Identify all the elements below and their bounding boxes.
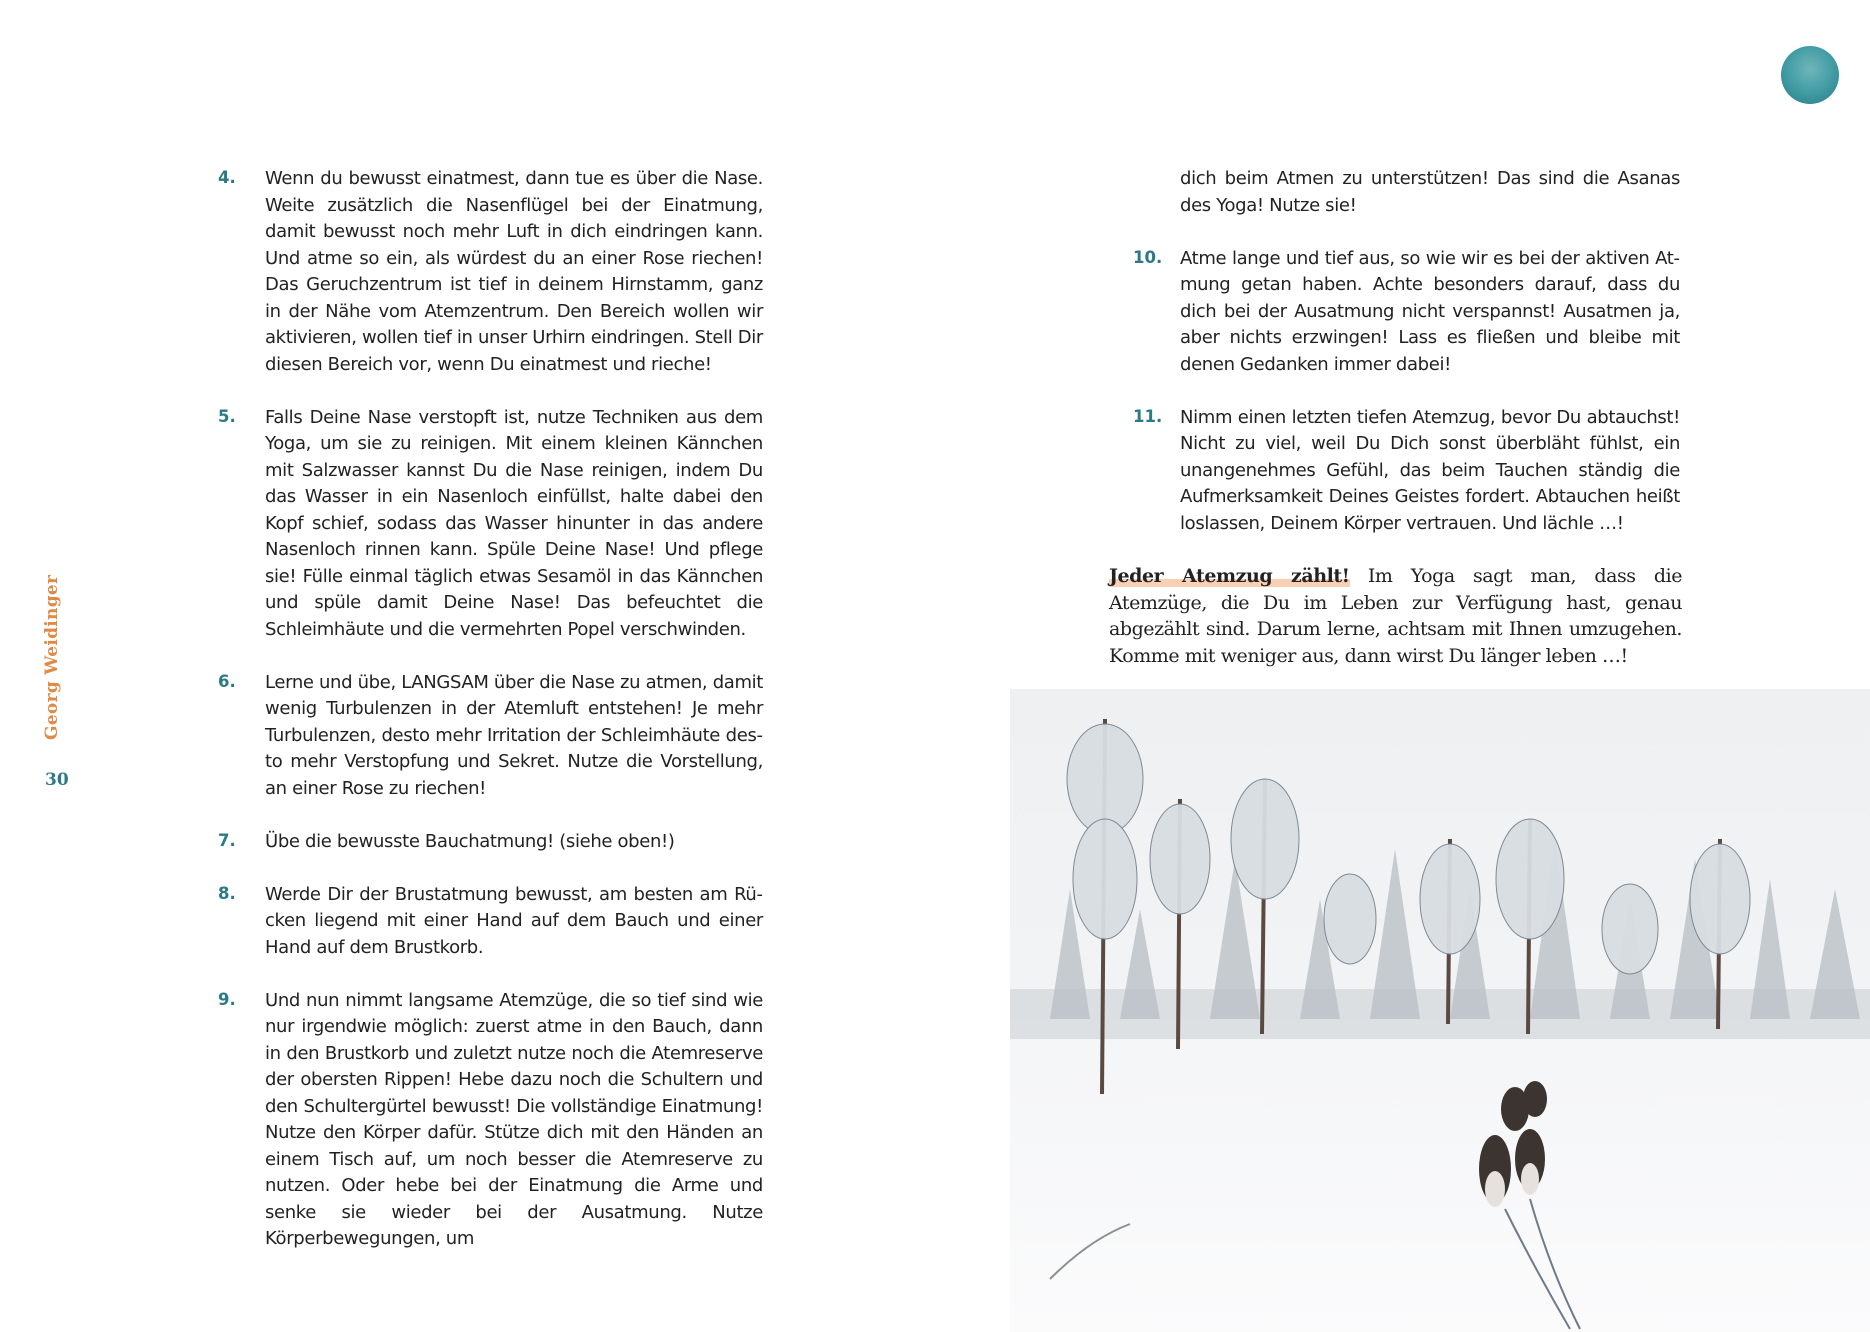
step-text: Lerne und übe, LANGSAM über die Nase zu atmen, damit wenig Turbulenzen in der Atemluft entstehen! Je mehr Turbulenzen, desto mehr Irritation der Schleimhäute desto mehr Verstopfung und Sekret. Nutze die Vorstellung, an einer Rose zu riechen!: [265, 671, 763, 799]
step-text: Wenn du bewusst einatmest, dann tue es über die Nase. Weite zusätzlich die Nasenflügel bei der Einatmung, damit bewusst noch mehr Luft in dich eindringen kann. Und atme so ein, als würdest du an einer Rose riechen! Das Geruchzentrum ist tief in deinem Hirnstamm, ganz in der Nähe vom Atemzentrum. Den Bereich wollen wir aktivieren, wollen tief in unser Urhirn eindringen. Stell Dir diesen Bereich vor, wenn Du einatmest und rieche!: [265, 168, 763, 375]
step-number: 10.: [1133, 247, 1163, 267]
quote-paragraph: [1109, 563, 1682, 669]
step-text: Falls Deine Nase verstopft ist, nutze Techniken aus dem Yoga, um sie zu reinigen. Mit einem kleinen Kännchen mit Salzwasser kannst Du die Nase reinigen, indem Du das Wasser in ein Nasenloch einfüllst, halte dabei den Kopf schief, sodass das Wasser hinunter in das andere Nasenloch rinnen kann. Spüle Deine Nase! Und pflege sie! Fülle einmal täglich etwas Sesamöl in das Kännchen und spüle damit Deine Nase! Das befeuchtet die Schleimhäute und die vermehrten Popel verschwinden.: [265, 406, 763, 640]
step-text: Werde Dir der Brustatmung bewusst, am besten am Rücken liegend mit einer Hand auf dem Bauch und einer Hand auf dem Brustkorb.: [265, 883, 763, 958]
step-number: 5.: [218, 406, 236, 426]
step-number: 7.: [218, 830, 236, 850]
step-number: 11.: [1133, 406, 1163, 426]
step-item: [1130, 246, 1680, 379]
snow-forest-photo: [1010, 689, 1870, 1332]
step-text: Und nun nimmt langsame Atemzüge, die so tief sind wie nur irgendwie möglich: zuerst atme in den Bauch, dann in den Brustkorb und zuletzt nutze noch die Atemreserve der obersten Rippen! Hebe dazu noch die Schultern und den Schultergürtel bewusst! Die vollständige Einatmung! Nutze den Körper dafür. Stütze dich mit den Händen an einem Tisch auf, um noch besser die Atemreserve zu nutzen. Oder hebe bei der Einatmung die Arme und senke sie wieder bei der Ausatmung. Nutze Körperbewegungen, um: [265, 989, 763, 1249]
step-item: [1130, 405, 1680, 538]
page-number: 30: [45, 770, 69, 790]
step-number: 8.: [218, 883, 236, 903]
step-number: 4.: [218, 168, 236, 187]
step-item: [215, 882, 763, 962]
step-text: Übe die bewusste Bauchatmung! (siehe oben!): [265, 830, 675, 852]
steps-list-left: [215, 166, 763, 1279]
teal-circle-icon: [1781, 46, 1839, 104]
step-continuation: [1130, 166, 1680, 219]
step-continuation-text: dich beim Atmen zu unterstützen! Das sind die Asanas des Yoga! Nutze sie!: [1180, 168, 1680, 216]
step-text: Atme lange und tief aus, so wie wir es bei der aktiven Atmung getan haben. Achte besonders darauf, dass du dich bei der Ausatmung nicht verspannst! Ausatmen ja, aber nichts erzwingen! Lass es fließen und bleibe mit denen Gedanken immer dabei!: [1180, 247, 1680, 375]
step-item: [215, 670, 763, 803]
step-item: [215, 405, 763, 644]
step-text: Nimm einen letzten tiefen Atemzug, bevor Du abtauchst! Nicht zu viel, weil Du Dich sonst überbläht fühlst, ein unangenehmes Gefühl, das beim Tauchen ständig die Aufmerksamkeit Deines Geistes fordert. Abtauchen heißt loslassen, Deinem Körper vertrauen. Und lächle …!: [1180, 406, 1680, 534]
step-item: [215, 988, 763, 1253]
steps-list-right: [1130, 166, 1680, 564]
step-number: 9.: [218, 989, 236, 1009]
step-item: [215, 829, 763, 856]
step-number: 6.: [218, 671, 236, 691]
author-name: Georg Weidinger: [42, 574, 62, 740]
quote-heading: Jeder Atemzug zählt!: [1109, 565, 1350, 587]
step-item: [215, 166, 763, 378]
quote-body: Im Yoga sagt man, dass die Atemzüge, die Du im Leben zur Verfügung hast, genau abgezählt sind. Darum lerne, achtsam mit Ihnen umzugehen. Komme mit weniger aus, dann wirst Du länger leben …!: [1109, 565, 1682, 667]
